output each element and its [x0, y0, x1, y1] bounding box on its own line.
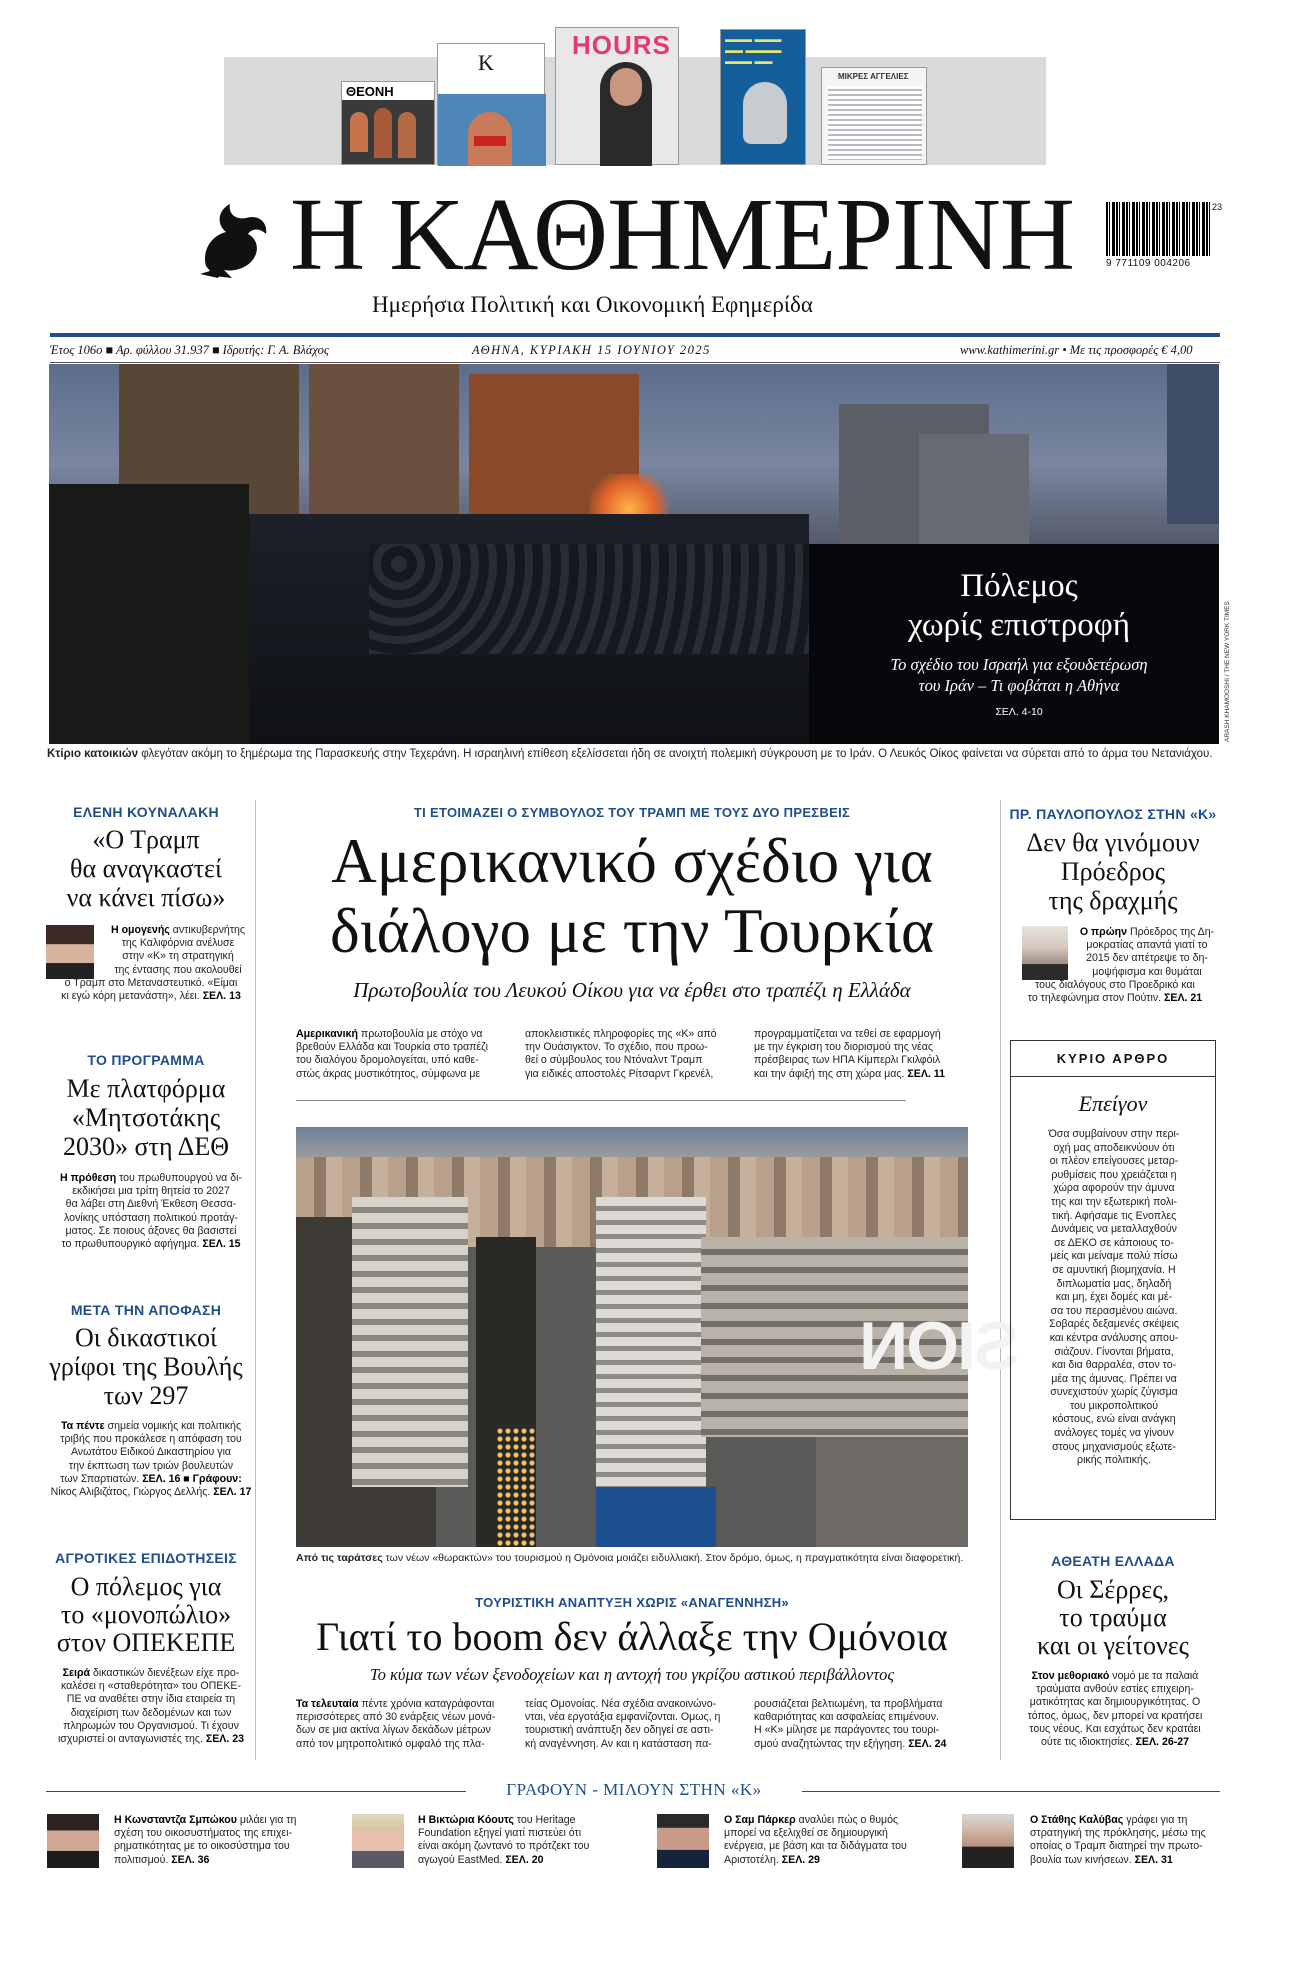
left-a1-line1: αντικυβερνήτης	[169, 924, 246, 936]
right-a2-body	[1010, 1670, 1220, 1749]
left-a1-line4: της έντασης που ακολουθεί	[114, 963, 242, 976]
footer-2-line3: είναι ακόμη ζωντανό το πρότζεκτ του	[418, 1840, 590, 1853]
left-a1-head3[interactable]: να κάνει πίσω»	[66, 883, 226, 912]
footer-1-line1: μιλάει για τη	[236, 1814, 297, 1826]
footer-item-2	[418, 1814, 608, 1867]
left-a3-head2[interactable]: γρίφοι της Βουλής	[49, 1352, 243, 1381]
supplement-k-label: K	[478, 50, 494, 75]
footer-1-bold: Η Κωνσταντζα Σμπώκου	[114, 1814, 237, 1826]
omonoia-photo	[296, 1127, 1020, 1547]
left-a4-line2: καλέσει η «σταθερότητα» του ΟΠΕΚΕ-	[60, 1680, 242, 1693]
left-a2-kicker: ΤΟ ΠΡΟΓΡΑΜΜΑ	[87, 1052, 205, 1068]
editorial-title[interactable]: Επείγον	[1078, 1091, 1148, 1116]
editorial-line: τική. Αφήσαμε τις Ενοπλες	[1051, 1209, 1177, 1222]
left-a4-line6: ισχυριστεί οι ανταγωνιστές της.	[57, 1733, 203, 1746]
right-a1-body-full	[1010, 979, 1220, 1005]
left-a1-line6: κι εγώ κόρη μετανάστη», λέει.	[61, 990, 200, 1003]
supplement-hours-label: HOURS	[572, 30, 671, 60]
main-col2-line3: θεί ο σύμβουλος του Ντόναλντ Τραμπ	[525, 1054, 703, 1067]
left-a3-line4: την έκπτωση των τριών βουλευτών	[68, 1459, 234, 1472]
left-a1-head2[interactable]: θα αναγκαστεί	[70, 854, 222, 883]
editorial-line: ρικής πολιτικής.	[1077, 1454, 1151, 1467]
editorial-line: μείς και μείναμε πολύ πίσω	[1050, 1250, 1178, 1263]
main-col1-line3: του διαλόγου δρομολογείται, υπό καθε-	[296, 1054, 479, 1067]
footer-3-line3: ενέργεια, με βάση και τα διδάγματα του	[724, 1840, 907, 1853]
masthead-title: Η ΚΑΘΗΜΕΡΙΝΗ	[290, 177, 1074, 292]
footer-2-line1: του Heritage	[513, 1814, 576, 1826]
right-a2-ref[interactable]: ΣΕΛ. 26-27	[1135, 1736, 1190, 1749]
left-a3-line3: Ανωτάτου Ειδικού Δικαστηρίου για	[70, 1446, 232, 1459]
left-a2-line3: θα λάβει στη Διεθνή Έκθεση Θεσσα-	[65, 1198, 237, 1211]
right-a1-line4: μοψήφισμα και θυμάται	[1092, 965, 1202, 978]
left-a2-ref[interactable]: ΣΕΛ. 15	[202, 1238, 241, 1251]
left-a4-head2[interactable]: το «μονοπώλιο»	[60, 1600, 232, 1629]
barcode-number: 9 771109 004206	[1106, 258, 1191, 269]
editorial-label: ΚΥΡΙΟ ΑΡΘΡΟ	[1056, 1051, 1170, 1066]
left-a4-lead: Σειρά	[62, 1667, 91, 1679]
omonoia-caption-bold: Από τις ταράτσες	[296, 1552, 383, 1564]
left-a2-head2[interactable]: «Μητσοτάκης	[71, 1103, 221, 1132]
left-a3-head1[interactable]: Οι δικαστικοί	[75, 1323, 217, 1352]
right-a2-line1: νομό με τα παλαιά	[1109, 1670, 1199, 1682]
omonoia-col1-line4: από τον μητροπολιτικό ομφαλό της πλα-	[296, 1737, 485, 1750]
footer-2-bold: Η Βικτώρια Κόουτς	[418, 1814, 514, 1826]
editorial-line: διπλωματία μας, δηλαδή	[1056, 1277, 1172, 1290]
left-a1-head1[interactable]: «Ο Τραμπ	[92, 825, 200, 854]
footer-3-ref[interactable]: ΣΕΛ. 29	[781, 1853, 820, 1866]
omonoia-ref[interactable]: ΣΕΛ. 24	[908, 1737, 947, 1750]
footer-3-line1: αναλύει πώς ο θυμός	[795, 1814, 899, 1826]
omonoia-kicker: ΤΟΥΡΙΣΤΙΚΗ ΑΝΑΠΤΥΞΗ ΧΩΡΙΣ «ΑΝΑΓΕΝΝΗΣΗ»	[475, 1595, 789, 1610]
omonoia-col3-line4: σμού αναζητώντας την εξήγηση.	[754, 1737, 906, 1750]
supplement-hours[interactable]	[555, 27, 679, 165]
hero-photo	[49, 364, 1219, 744]
footer-1-line2: σχέση του οικοσυστήματος της επιχει-	[114, 1827, 292, 1840]
footer-4-line2: στρατηγική της πρόκλησης, μέσω της	[1030, 1827, 1206, 1840]
left-a3-line6: Νίκος Αλιβιζάτος, Γιώργος Δελλής.	[50, 1486, 211, 1499]
omonoia-col2-line2: νται, νέα εργοτάξια εμφανίζονται. Ομως, η	[525, 1711, 721, 1724]
footer-2-line2: Foundation εξηγεί γιατί πιστεύει ότι	[418, 1827, 582, 1840]
footer-item-3	[724, 1814, 914, 1867]
editorial-body	[1022, 1128, 1206, 1468]
omonoia-col3-line1: ρουσιάζεται βελτιωμένη, τα προβλήματα	[754, 1698, 943, 1710]
barcode-issue: 23	[1212, 202, 1223, 212]
footer-1-line3: ρηματικότητας με το οικοσύστημα του	[114, 1840, 290, 1853]
main-col2-line4: για ειδικές αποστολές Ρίτσαρντ Γκρενέλ,	[525, 1067, 714, 1080]
left-a2-lead: Η πρόθεση	[59, 1172, 117, 1184]
hero-subline-1: Το σχέδιο του Ισραήλ για εξουδετέρωση	[890, 655, 1148, 674]
footer-4-ref[interactable]: ΣΕΛ. 31	[1134, 1853, 1173, 1866]
dateline-left: Έτος 106ο ■ Αρ. φύλλου 31.937 ■ Ιδρυτής: Γ. Α. Βλάχος	[50, 343, 329, 357]
right-a1-ref[interactable]: ΣΕΛ. 21	[1164, 992, 1203, 1005]
editorial-line: σε αμυντική βιομηχανία. Η	[1052, 1263, 1176, 1276]
main-col1	[296, 1028, 514, 1081]
left-a4-head3[interactable]: στον ΟΠΕΚΕΠΕ	[56, 1628, 236, 1657]
omonoia-photo-caption	[296, 1552, 963, 1564]
left-a4-body	[46, 1667, 256, 1746]
editorial-line: οχή μας αποδεικνύουν ότι	[1053, 1141, 1175, 1154]
omonoia-col1-line1: πέντε χρόνια καταγράφονται	[358, 1698, 495, 1710]
main-ref[interactable]: ΣΕΛ. 11	[907, 1067, 945, 1080]
right-a2-line4: τόπος, όμως, δεν μπορεί να κρατήσει	[1027, 1709, 1203, 1722]
editorial-line: Όσα συμβαίνουν στην περι-	[1048, 1128, 1180, 1140]
left-a2-line1: του πρωθυπουργού να δι-	[116, 1172, 243, 1184]
editorial-line: στους μηχανισμούς εξωτε-	[1052, 1440, 1176, 1453]
right-a2-line3: ματικότητας και δημιουργικότητας. Ο	[1029, 1696, 1201, 1709]
right-a2-line6: ούτε τις ιδιοκτησίες.	[1040, 1736, 1133, 1749]
main-col3-line2: με την έγκριση του διορισμού της νέας	[754, 1041, 933, 1054]
right-a1-head1[interactable]: Δεν θα γινόμουν	[1026, 828, 1200, 857]
editorial-line: και κέντρα ανάλυσης απου-	[1049, 1331, 1179, 1344]
right-a2-head3[interactable]: και οι γείτονες	[1037, 1631, 1189, 1660]
right-a1-line1: Πρόεδρος της Δη-	[1127, 926, 1215, 938]
left-a2-head1[interactable]: Με πλατφόρμα	[66, 1074, 226, 1103]
main-col3	[754, 1028, 972, 1081]
footer-2-ref[interactable]: ΣΕΛ. 20	[505, 1853, 544, 1866]
left-a3-body	[46, 1420, 256, 1499]
left-a2-body	[46, 1172, 256, 1251]
masthead-subtitle: Ημερήσια Πολιτική και Οικονομική Εφημερίδα	[372, 292, 813, 317]
left-a1-line3: στην «Κ» τη στρατηγική	[122, 950, 234, 963]
footer-item-4	[1030, 1814, 1220, 1867]
main-col3-line1: προγραμματίζεται να τεθεί σε εφαρμογή	[754, 1028, 941, 1040]
left-a3-line5: των Σπαρτιατών.	[60, 1472, 140, 1485]
omonoia-col3-line3: Η «Κ» μίλησε με παράγοντες του τουρι-	[754, 1724, 940, 1737]
omonoia-subheadline: Το κύμα των νέων ξενοδοχείων και η αντοχή του γκρίζου αστικού περιβάλλοντος	[369, 1665, 895, 1684]
left-a1-body-full	[46, 977, 256, 1003]
editorial-line: μέα της άμυνας. Πρέπει να	[1051, 1372, 1177, 1385]
omonoia-col1-line2: περισσότερες από 30 ενάρξεις νέων μονά-	[296, 1711, 496, 1724]
barcode	[1106, 202, 1223, 272]
left-a3-line1: σημεία νομικής και πολιτικής	[104, 1420, 242, 1432]
omonoia-col1	[296, 1698, 514, 1751]
footer-avatar-2	[352, 1814, 404, 1868]
dateline-rule	[50, 362, 1220, 363]
main-headline-line2[interactable]: διάλογο με την Τουρκία	[329, 896, 935, 966]
left-a4-line4: διαχείριση των δεδομένων και των	[70, 1706, 232, 1719]
editorial-line: ανάλογες τομές να γίνουν	[1054, 1427, 1174, 1440]
left-a4-kicker: ΑΓΡΟΤΙΚΕΣ ΕΠΙΔΟΤΗΣΕΙΣ	[55, 1550, 237, 1566]
footer-2-line4: αγωγού EastMed.	[418, 1853, 503, 1866]
supplement-magazine[interactable]: ▬▬▬ ▬▬▬ ▬▬ ▬▬▬▬ ▬▬▬ ▬▬	[720, 29, 806, 165]
footer-3-line4: Αριστοτέλη.	[724, 1853, 779, 1866]
left-a3-ref[interactable]: ΣΕΛ. 17	[213, 1486, 252, 1499]
left-a4-line3: ΠΕ να αναθέτει στην ίδια εταιρεία τη	[66, 1693, 236, 1706]
omonoia-headline[interactable]: Γιατί το boom δεν άλλαξε την Ομόνοια	[316, 1614, 948, 1659]
footer-rule-right	[802, 1791, 1220, 1792]
editorial-line: της και την εξωτερική πολι-	[1050, 1195, 1178, 1208]
footer-avatar-3	[657, 1814, 709, 1868]
omonoia-col2-line3: τουριστική ανάπτυξη δεν οδηγεί σε αστι-	[525, 1724, 714, 1737]
footer-4-line4: βουλία των κινήσεων.	[1030, 1853, 1132, 1866]
left-a3-kicker: ΜΕΤΑ ΤΗΝ ΑΠΟΦΑΣΗ	[70, 1302, 222, 1318]
footer-avatar-4	[962, 1814, 1014, 1868]
left-a2-head3[interactable]: 2030» στη ΔΕΘ	[62, 1132, 229, 1161]
masthead-rule	[50, 333, 1220, 337]
footer-4-line3: οποίας ο Τραμπ διατηρεί την πρωτο-	[1030, 1840, 1203, 1853]
right-a1-line2: μοκρατίας απαντά γιατί το	[1086, 939, 1208, 952]
main-story-rule	[296, 1100, 906, 1101]
left-a3-line2: τριβής που προκάλεσε η απόφαση του	[60, 1433, 242, 1446]
main-col1-line1: πρωτοβουλία με στόχο να	[357, 1028, 483, 1040]
hero-headline-line1: Πόλεμος	[960, 568, 1078, 604]
main-col3-line3: πρέσβειρας των ΗΠΑ Κίμπερλι Γκιλφόιλ	[754, 1054, 941, 1067]
left-a1-line2: της Καλιφόρνια ανέλυσε	[121, 937, 235, 950]
footer-1-line4: πολιτισμού.	[114, 1853, 169, 1866]
omonoia-col3-line2: καθαριότητας και ασφαλείας επιμένουν.	[754, 1711, 939, 1724]
omonoia-caption-text: των νέων «θωρακτών» του τουρισμού η Ομόνοια μοιάζει ειδυλλιακή. Στον δρόμο, όμως, η πραγματικότητα είναι διαφορετική.	[382, 1552, 964, 1564]
supplement-mikres-aggelies[interactable]	[821, 67, 927, 165]
right-a2-lead: Στον μεθοριακό	[1031, 1670, 1110, 1682]
left-a3-ref-mid[interactable]: ΣΕΛ. 16 ■ Γράφουν:	[142, 1472, 242, 1485]
editorial-label-rule	[1010, 1076, 1216, 1077]
omonoia-col2-line4: κή αναγέννηση. Αν και η κατάσταση πα-	[525, 1737, 712, 1750]
left-a4-line5: πληρωμών του Οργανισμού. Τι έχουν	[63, 1719, 239, 1732]
dateline-center: ΑΘΗΝΑ, ΚΥΡΙΑΚΗ 15 ΙΟΥΝΙΟΥ 2025	[472, 343, 711, 357]
main-col2-line1: αποκλειστικές πληροφορίες της «Κ» από	[525, 1028, 717, 1040]
editorial-line: Σοβαρές δεξαμενές σκέψεις	[1049, 1318, 1179, 1331]
main-col1-line4: στώς άκρας μυστικότητος, σύμφωνα με	[296, 1067, 481, 1080]
left-a2-line5: ματος. Σε ποιους άξονες θα βασιστεί	[65, 1224, 237, 1237]
omonoia-col2-line1: τείας Ομονοίας. Νέα σχέδια ανακοινώνο-	[525, 1698, 717, 1710]
footer-item-1	[114, 1814, 304, 1867]
right-a1-body	[1074, 926, 1220, 979]
left-a1-line5: ο Τραμπ στο Μεταναστευτικό. «Είμαι	[64, 977, 238, 989]
footer-rule-left	[46, 1791, 466, 1792]
left-a3-lead: Τα πέντε	[60, 1420, 105, 1432]
main-kicker: ΤΙ ΕΤΟΙΜΑΖΕΙ Ο ΣΥΜΒΟΥΛΟΣ ΤΟΥ ΤΡΑΜΠ ΜΕ ΤΟΥΣ ΔΥΟ ΠΡΕΣΒΕΙΣ	[413, 805, 851, 820]
left-a1-lead: Η ομογενής	[110, 924, 170, 936]
masthead-logo-icon	[196, 196, 274, 283]
left-a2-line4: λονίκης υπόσταση πολιτικού προτάγ-	[64, 1211, 238, 1224]
main-col2	[525, 1028, 743, 1081]
left-a3-head3[interactable]: των 297	[103, 1381, 189, 1410]
pavlopoulos-avatar	[1022, 926, 1068, 980]
editorial-line: ρυθμίσεις που χρειάζεται η	[1051, 1168, 1177, 1181]
hero-headline-line2: χωρίς επιστροφή	[907, 607, 1131, 643]
main-col1-line2: βρεθούν Ελλάδα και Τουρκία στο τραπέζι	[296, 1041, 488, 1054]
left-a2-line2: εκδικήσει μια τρίτη θητεία το 2027	[72, 1185, 230, 1198]
dateline-right: www.kathimerini.gr • Με τις προσφορές € 4,00	[960, 343, 1193, 357]
hero-caption-bold: Κτίριο κατοικιών	[47, 748, 139, 760]
right-a1-lead: Ο πρώην	[1079, 926, 1128, 938]
right-a1-head3[interactable]: της δραχμής	[1048, 886, 1178, 915]
right-column-divider	[1000, 800, 1001, 1760]
editorial-line: του μικροπολιτικού	[1069, 1399, 1159, 1412]
footer-3-bold: Ο Σαμ Πάρκερ	[724, 1814, 796, 1826]
right-a1-line5: τους διαλόγους στο Προεδρικό και	[1035, 979, 1195, 991]
left-a1-body	[100, 924, 256, 977]
main-col1-lead: Αμερικανική	[296, 1028, 358, 1040]
editorial-line: και μη, έχει δομές και μέ-	[1055, 1291, 1173, 1304]
footer-title: ΓΡΑΦΟΥΝ - ΜΙΛΟΥΝ ΣΤΗΝ «Κ»	[506, 1780, 762, 1799]
right-a2-head1[interactable]: Οι Σέρρες,	[1057, 1575, 1169, 1604]
main-headline-line1[interactable]: Αμερικανικό σχέδιο για	[331, 826, 933, 896]
footer-4-line1: γράφει για τη	[1123, 1814, 1188, 1826]
editorial-line: συνεχιστούν χωρίς ζύγισμα	[1050, 1386, 1178, 1399]
left-a2-line6: το πρωθυπουργικό αφήγημα.	[61, 1238, 200, 1251]
supplement-k[interactable]	[437, 43, 545, 165]
right-a1-kicker: ΠΡ. ΠΑΥΛΟΠΟΥΛΟΣ ΣΤΗΝ «Κ»	[1009, 806, 1217, 822]
hero-photo-credit: ARASH KHAMOOSHI / THE NEW YORK TIMES	[1224, 601, 1231, 742]
editorial-line: και δια θαρραλέα, στον το-	[1051, 1359, 1177, 1372]
footer-avatar-1	[47, 1814, 99, 1868]
right-a2-line5: τους νέους. Και εσχάτως δεν κρατάει	[1029, 1722, 1201, 1735]
hero-ref: ΣΕΛ. 4-10	[995, 706, 1043, 718]
left-a1-ref[interactable]: ΣΕΛ. 13	[202, 990, 241, 1003]
right-a1-line3: 2015 δεν απέτρεψε το δη-	[1086, 952, 1208, 965]
editorial-line: Δυνάμεις να μεταλλαχθούν	[1051, 1223, 1177, 1236]
left-a4-head1[interactable]: Ο πόλεμος για	[70, 1572, 222, 1601]
omonoia-photo-sign: SION	[861, 1308, 1020, 1384]
footer-1-ref[interactable]: ΣΕΛ. 36	[171, 1853, 210, 1866]
left-a1-kicker: ΕΛΕΝΗ ΚΟΥΝΑΛΑΚΗ	[73, 804, 219, 820]
omonoia-col2	[525, 1698, 743, 1751]
hero-caption-text: φλεγόταν ακόμη το ξημέρωμα της Παρασκευής στην Τεχεράνη. Η ισραηλινή επίθεση εξελίσσεται ήδη σε ανοιχτή πολεμική σύγκρουση με το Ιράν. Ο Λευκός Οίκος φαίνεται να σύρεται από το άρμα του Νετανιάχου.	[138, 748, 1213, 760]
left-a4-ref[interactable]: ΣΕΛ. 23	[205, 1733, 245, 1746]
main-col2-line2: την Ουάσιγκτον. Το σχέδιο, που προω-	[525, 1041, 708, 1054]
right-a2-line2: τραύματα ανθούν εστίες επιχειρη-	[1036, 1683, 1194, 1696]
footer-3-line2: μπορεί να εξελιχθεί σε δημιουργική	[724, 1827, 888, 1840]
editorial-line: κόστους, ενώ είναι ανάγκη	[1052, 1413, 1176, 1426]
editorial-line: χώρα αφορούν την άμυνα	[1053, 1182, 1175, 1195]
right-a1-line6: το τηλεφώνημα στον Πούτιν.	[1027, 992, 1162, 1005]
editorial-line: σιάζουν. Γίνονται βήματα,	[1054, 1345, 1174, 1358]
footer-4-bold: Ο Στάθης Καλύβας	[1030, 1814, 1124, 1826]
omonoia-col3	[754, 1698, 972, 1751]
main-subheadline: Πρωτοβουλία του Λευκού Οίκου για να έρθει στο τραπέζι η Ελλάδα	[353, 978, 911, 1002]
supplements-strip	[224, 30, 1046, 165]
editorial-line: σε ΔΕΚΟ σε κάποιους το-	[1054, 1236, 1174, 1249]
kounalaki-avatar	[46, 925, 94, 979]
hero-subline-2: του Ιράν – Τι φοβάται η Αθήνα	[918, 676, 1120, 695]
omonoia-col1-line3: δων σε μια ακτίνα λίγων δεκάδων μέτρων	[296, 1724, 491, 1737]
supplement-mikres-label: ΜΙΚΡΕΣ ΑΓΓΕΛΙΕΣ	[838, 72, 909, 81]
omonoia-col1-lead: Τα τελευταία	[296, 1698, 359, 1710]
right-a2-kicker: ΑΘΕΑΤΗ ΕΛΛΑΔΑ	[1051, 1553, 1175, 1569]
left-a4-line1: δικαστικών διενέξεων είχε προ-	[90, 1667, 240, 1679]
supplement-othoni-label: ΘΕΟΝΗ	[346, 84, 394, 99]
main-col3-line4: και την άφιξή της στη χώρα μας.	[754, 1067, 905, 1080]
editorial-line: σα του περασμένου αιώνα.	[1050, 1304, 1178, 1317]
hero-caption	[47, 748, 1213, 760]
right-a2-head2[interactable]: το τραύμα	[1059, 1603, 1167, 1632]
supplement-othoni[interactable]	[341, 81, 435, 165]
right-a1-head2[interactable]: Πρόεδρος	[1060, 857, 1166, 886]
editorial-line: οι πλέον επείγουσες μεταρ-	[1049, 1155, 1179, 1168]
